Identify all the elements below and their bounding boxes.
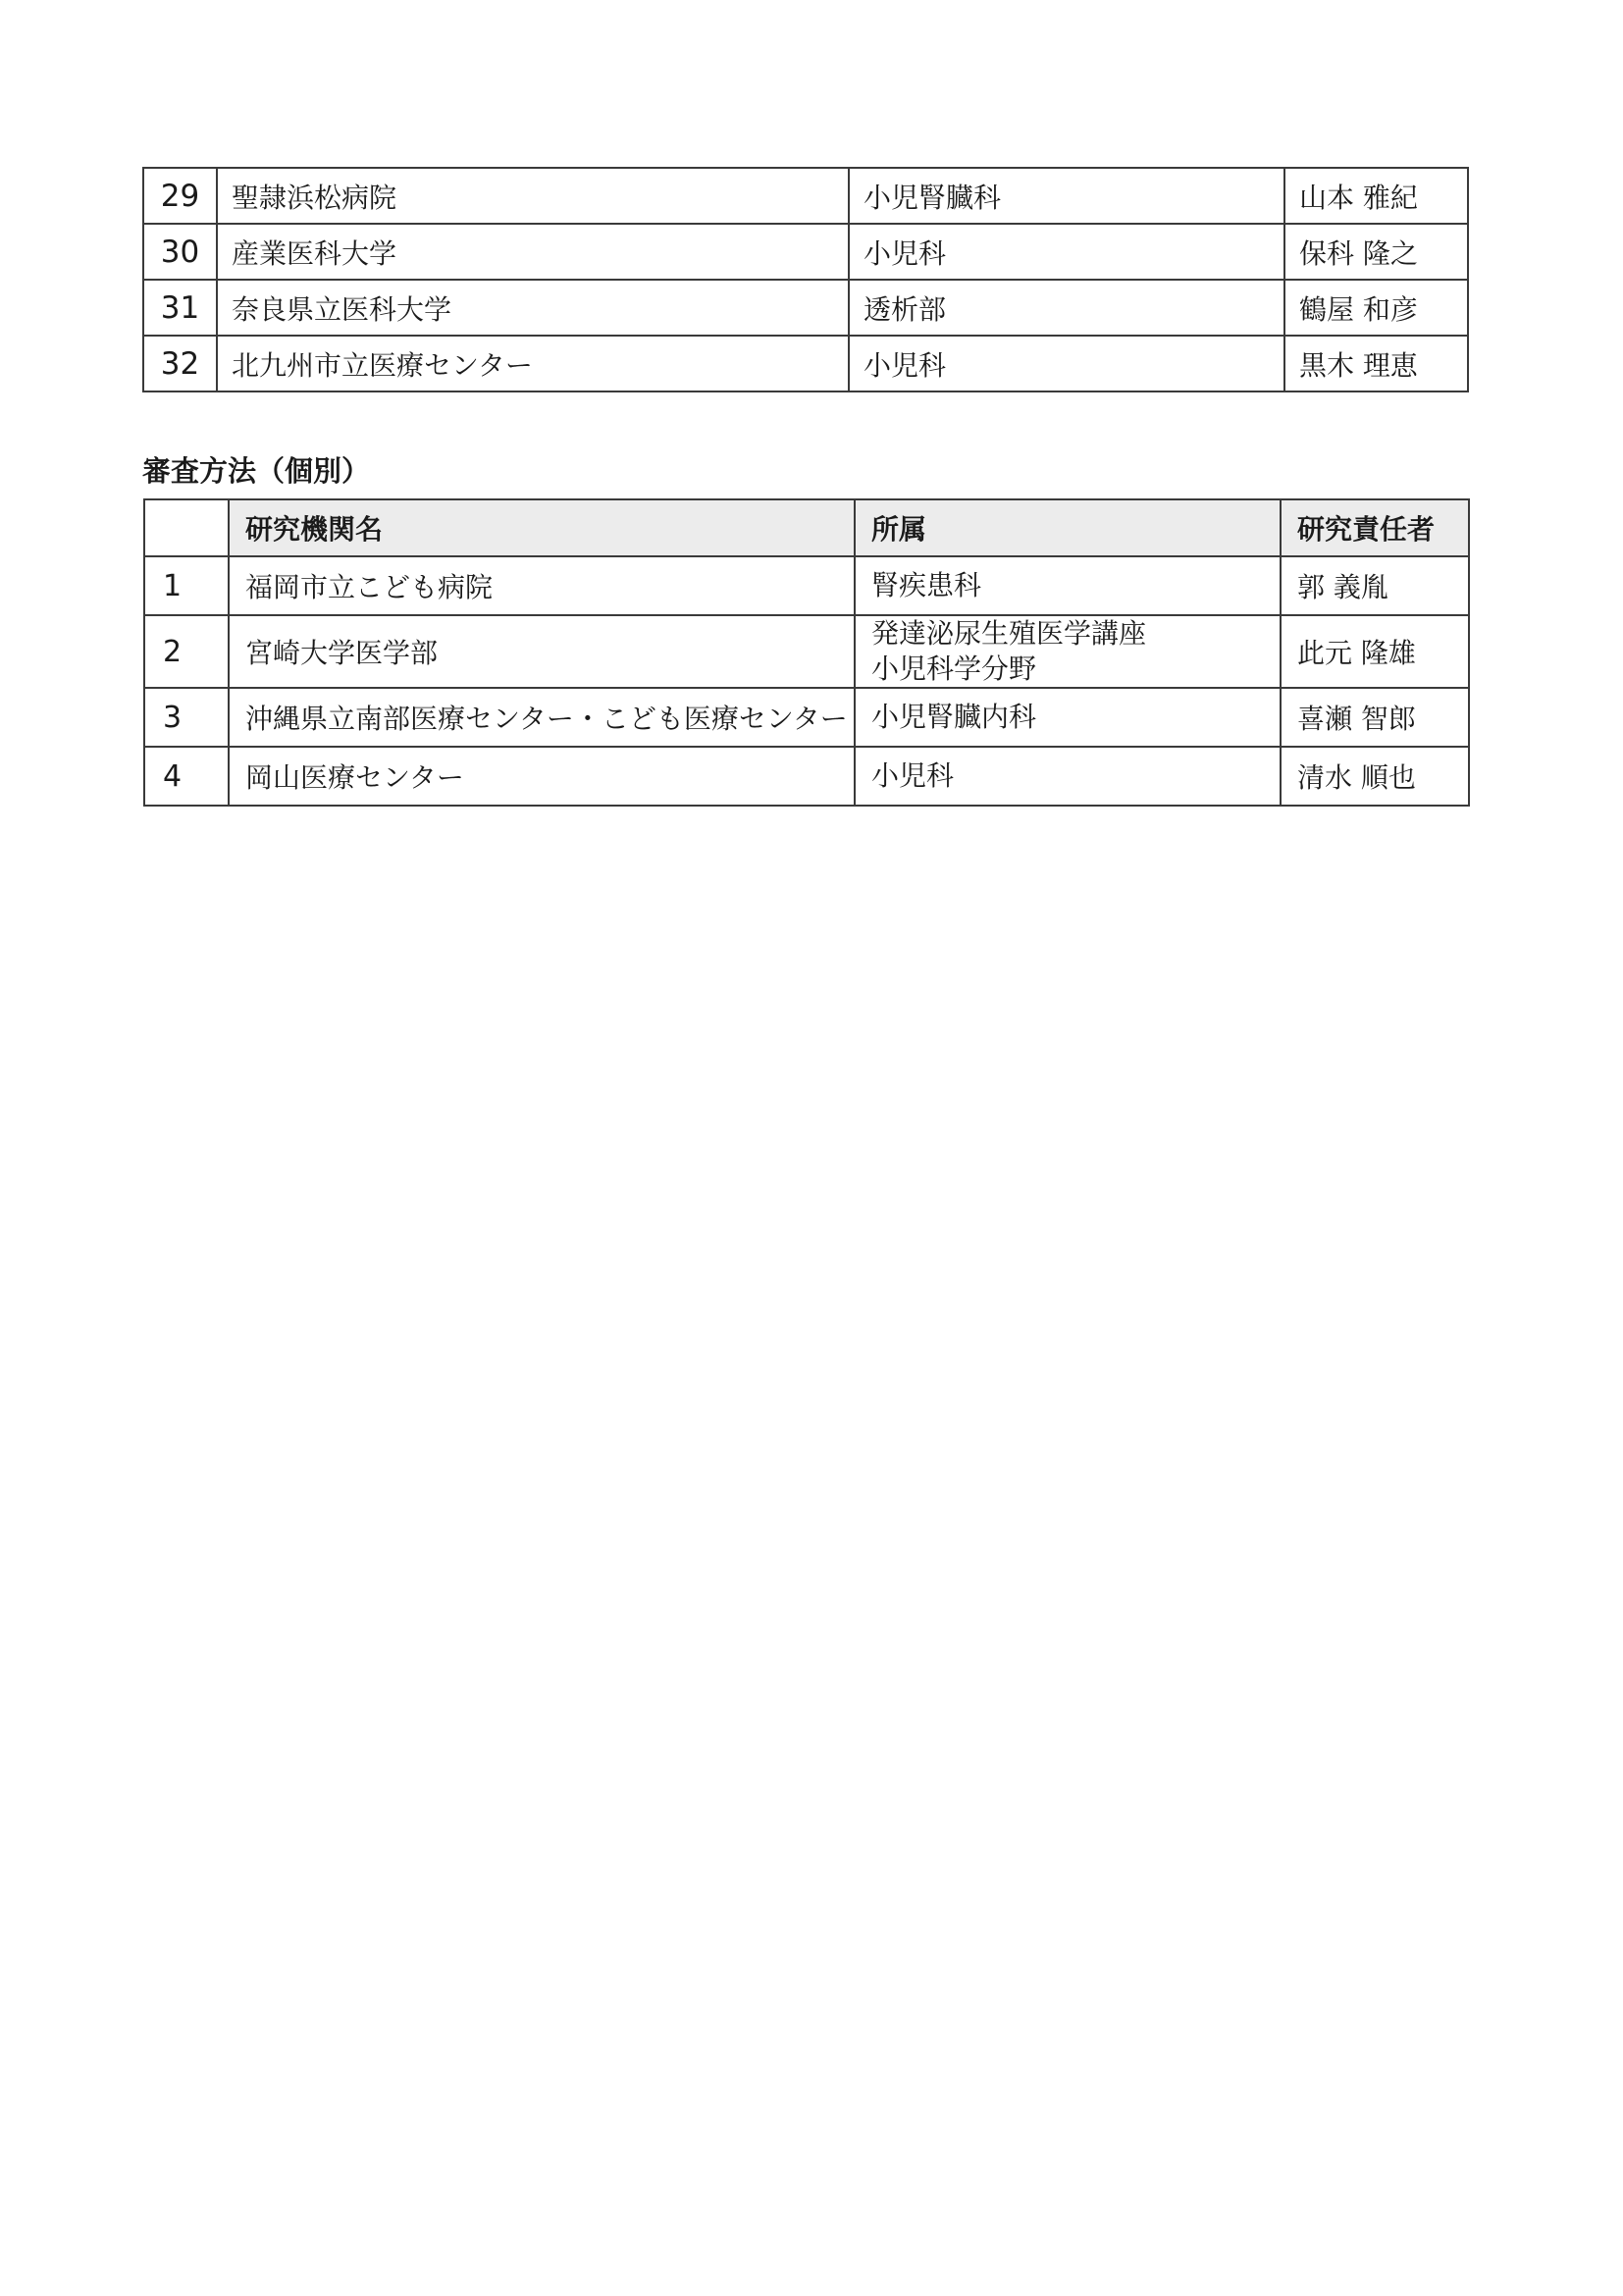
row-number: 30 <box>143 224 217 280</box>
department-line: 小児科学分野 <box>871 652 1037 685</box>
institution-name: 産業医科大学 <box>217 224 849 280</box>
row-number: 4 <box>144 747 229 806</box>
table-row <box>143 336 1468 391</box>
department-line: 腎疾患科 <box>871 569 982 601</box>
department-name: 透析部 <box>849 280 1284 336</box>
column-header-pi: 研究責任者 <box>1281 499 1469 556</box>
column-header-number <box>144 499 229 556</box>
row-number: 29 <box>143 168 217 224</box>
column-header-institution: 研究機関名 <box>229 499 855 556</box>
principal-investigator: 此元 隆雄 <box>1281 615 1469 688</box>
table-row <box>143 168 1468 224</box>
row-number: 2 <box>144 615 229 688</box>
department-name: 小児科 <box>849 224 1284 280</box>
institution-name: 沖縄県立南部医療センター・こども医療センター <box>229 688 855 747</box>
table-row <box>143 280 1468 336</box>
table-row <box>144 688 1469 747</box>
row-number: 32 <box>143 336 217 391</box>
principal-investigator: 喜瀬 智郎 <box>1281 688 1469 747</box>
table-row <box>143 224 1468 280</box>
institution-name: 岡山医療センター <box>229 747 855 806</box>
department-name <box>855 747 1281 806</box>
table-row <box>144 615 1469 688</box>
individual-review-table <box>143 498 1470 807</box>
department-name: 小児科 <box>849 336 1284 391</box>
institution-name: 福岡市立こども病院 <box>229 556 855 615</box>
section-title: 審査方法（個別） <box>142 454 371 488</box>
row-number: 1 <box>144 556 229 615</box>
row-number: 3 <box>144 688 229 747</box>
principal-investigator: 郭 義胤 <box>1281 556 1469 615</box>
participating-institutions-table <box>142 167 1469 392</box>
principal-investigator: 清水 順也 <box>1281 747 1469 806</box>
department-line: 発達泌尿生殖医学講座 <box>871 617 1147 650</box>
department-line: 小児腎臓内科 <box>871 701 1037 733</box>
institution-name: 奈良県立医科大学 <box>217 280 849 336</box>
institution-name: 聖隷浜松病院 <box>217 168 849 224</box>
department-line: 小児科 <box>871 759 955 792</box>
principal-investigator: 黒木 理恵 <box>1284 336 1468 391</box>
table-row <box>144 747 1469 806</box>
department-name <box>855 556 1281 615</box>
institution-name: 宮崎大学医学部 <box>229 615 855 688</box>
department-name: 小児腎臓科 <box>849 168 1284 224</box>
table-header-row <box>144 499 1469 556</box>
principal-investigator: 保科 隆之 <box>1284 224 1468 280</box>
table-row <box>144 556 1469 615</box>
column-header-department: 所属 <box>855 499 1281 556</box>
department-name <box>855 688 1281 747</box>
principal-investigator: 山本 雅紀 <box>1284 168 1468 224</box>
row-number: 31 <box>143 280 217 336</box>
principal-investigator: 鶴屋 和彦 <box>1284 280 1468 336</box>
department-name <box>855 615 1281 688</box>
institution-name: 北九州市立医療センター <box>217 336 849 391</box>
